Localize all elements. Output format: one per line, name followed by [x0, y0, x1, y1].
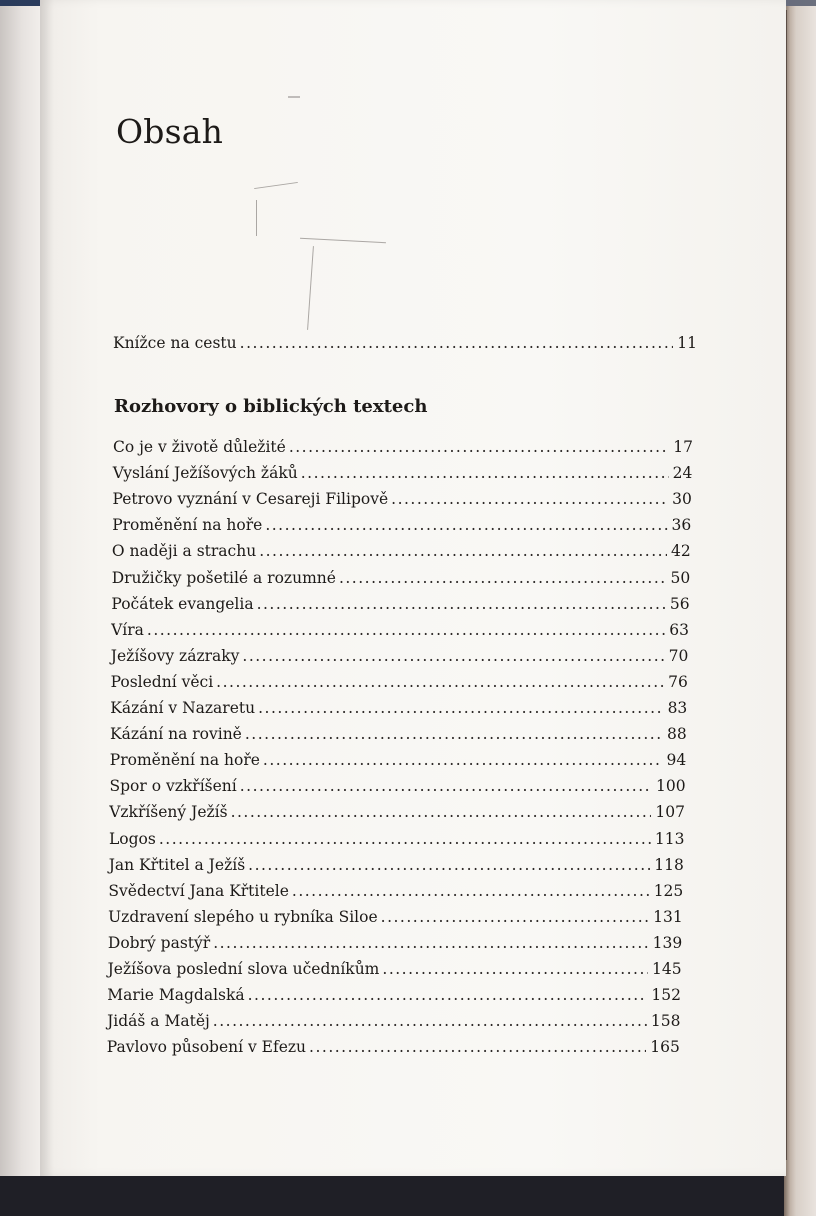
toc-entry-page: 113: [654, 829, 685, 848]
dot-leader: [240, 334, 674, 352]
dot-leader: [216, 673, 664, 691]
toc-entry: [110, 751, 686, 775]
toc-entry: [107, 1012, 680, 1036]
contents-page: [40, 0, 786, 1176]
toc-entry-page: 145: [652, 960, 682, 978]
toc-entry-label: Dobrý pastýř: [107, 933, 211, 952]
toc-entry: [110, 699, 687, 723]
page-title: Obsah: [116, 112, 224, 151]
toc-entry-label: Knížce na cestu: [113, 334, 237, 352]
toc-entry-label: Ježíšova poslední slova učedníkům: [107, 960, 380, 978]
toc-entry: [107, 986, 681, 1010]
next-page-edge: [784, 0, 816, 1216]
dot-leader: [381, 908, 649, 926]
toc-entry-label: Uzdravení slepého u rybníka Siloe: [108, 907, 378, 926]
dot-leader: [265, 516, 667, 534]
dot-leader: [309, 1038, 646, 1056]
toc-entry-label: Vzkříšený Ježíš: [109, 803, 228, 822]
toc-entry-label: Co je v životě důležité: [113, 438, 286, 456]
toc-entry-page: 70: [668, 646, 689, 665]
toc-entry-page: 42: [670, 542, 691, 561]
toc-entry-label: Logos: [109, 829, 156, 848]
toc-entry: [112, 516, 691, 540]
dot-leader: [263, 751, 663, 769]
toc-entry-label: O naději a strachu: [111, 542, 257, 561]
toc-entry: [111, 673, 688, 697]
toc-entry: [113, 464, 693, 488]
toc-entry-page: 118: [654, 855, 684, 874]
toc-entry: [108, 908, 683, 932]
toc-entry-page: 83: [667, 699, 688, 717]
toc-entry: [109, 803, 685, 827]
toc-entry: [107, 1038, 680, 1062]
toc-entry: [110, 725, 687, 749]
toc-entry-label: Počátek evangelia: [111, 594, 254, 613]
toc-entry-page: 63: [669, 620, 689, 639]
toc-entry-page: 24: [672, 464, 693, 483]
toc-entry-page: 88: [666, 725, 687, 744]
toc-entry: [110, 777, 686, 801]
toc-entry-label: Poslední věci: [110, 672, 214, 691]
toc-entry-label: Petrovo vyznání v Cesareji Filipově: [112, 490, 389, 509]
toc-entry-page: 100: [656, 777, 686, 796]
dot-leader: [257, 595, 666, 613]
toc-entry-page: 152: [651, 986, 681, 1005]
toc-entry: [109, 856, 684, 880]
toc-entry-label: Svědectví Jana Křtitele: [108, 881, 289, 900]
toc-entry-label: Pavlovo působení v Efezu: [106, 1038, 307, 1057]
dot-leader: [231, 803, 652, 821]
book-cover-bottom: [0, 1175, 816, 1216]
dot-leader: [391, 490, 668, 508]
toc-entry: [111, 595, 689, 619]
toc-entry: [112, 569, 691, 593]
toc-entry: [113, 490, 692, 514]
toc-entry: [112, 542, 691, 566]
toc-entry-page: 165: [650, 1038, 680, 1057]
toc-entry-label: Jidáš a Matěj: [107, 1012, 210, 1031]
dot-leader: [245, 725, 663, 743]
toc-entry-label: Kázání na rovině: [110, 725, 242, 744]
toc-entry: [108, 882, 683, 906]
toc-entry-page: 139: [652, 933, 683, 952]
dot-leader: [289, 438, 669, 456]
toc-entry: [111, 621, 689, 645]
dot-leader: [248, 856, 650, 874]
toc-entry-label: Vyslání Ježíšových žáků: [112, 464, 298, 483]
dot-leader: [259, 542, 667, 560]
toc-entry-page: 76: [668, 672, 688, 691]
toc-entry-page: 131: [653, 907, 683, 926]
toc-entry-label: Marie Magdalská: [107, 986, 245, 1005]
toc-entry-label: Proměnění na hoře: [112, 516, 263, 535]
toc-entry: [113, 438, 693, 462]
dot-leader: [213, 934, 648, 952]
toc-entry-page: 56: [669, 594, 690, 613]
toc-entry-intro: [113, 334, 697, 358]
dot-leader: [258, 699, 663, 717]
toc-entry-page: 50: [670, 568, 691, 587]
toc-entry-page: 11: [677, 334, 697, 352]
toc-entry-page: 125: [653, 881, 684, 900]
dot-leader: [147, 621, 665, 639]
toc-entry-page: 36: [671, 516, 692, 535]
dot-leader: [292, 882, 650, 900]
dot-leader: [382, 960, 648, 978]
dot-leader: [242, 647, 664, 665]
toc-entry: [108, 960, 682, 984]
dot-leader: [248, 986, 648, 1004]
toc-entry-label: Spor o vzkříšení: [109, 777, 237, 796]
toc-entry-label: Proměnění na hoře: [109, 751, 260, 770]
dot-leader: [339, 569, 667, 587]
toc-entry-page: 17: [673, 438, 693, 456]
dot-leader: [240, 777, 652, 795]
dot-leader: [159, 830, 651, 848]
toc-entry: [108, 934, 682, 958]
toc-entry-label: Víra: [111, 620, 144, 639]
toc-entry-page: 158: [650, 1012, 681, 1031]
toc-entry-page: 107: [655, 803, 685, 822]
toc-entry-label: Družičky pošetilé a rozumné: [111, 568, 336, 587]
toc-entry-page: 94: [666, 751, 687, 770]
section-heading: Rozhovory o biblických textech: [114, 396, 428, 417]
toc-entry: [111, 647, 689, 671]
toc-entry-label: Jan Křtitel a Ježíš: [108, 855, 246, 874]
toc-entry-label: Ježíšovy zázraky: [110, 646, 240, 665]
toc-entry-label: Kázání v Nazaretu: [110, 699, 256, 717]
toc-entry: [109, 830, 685, 854]
dot-leader: [301, 464, 669, 482]
dot-leader: [213, 1012, 647, 1030]
toc-entry-page: 30: [672, 490, 692, 509]
